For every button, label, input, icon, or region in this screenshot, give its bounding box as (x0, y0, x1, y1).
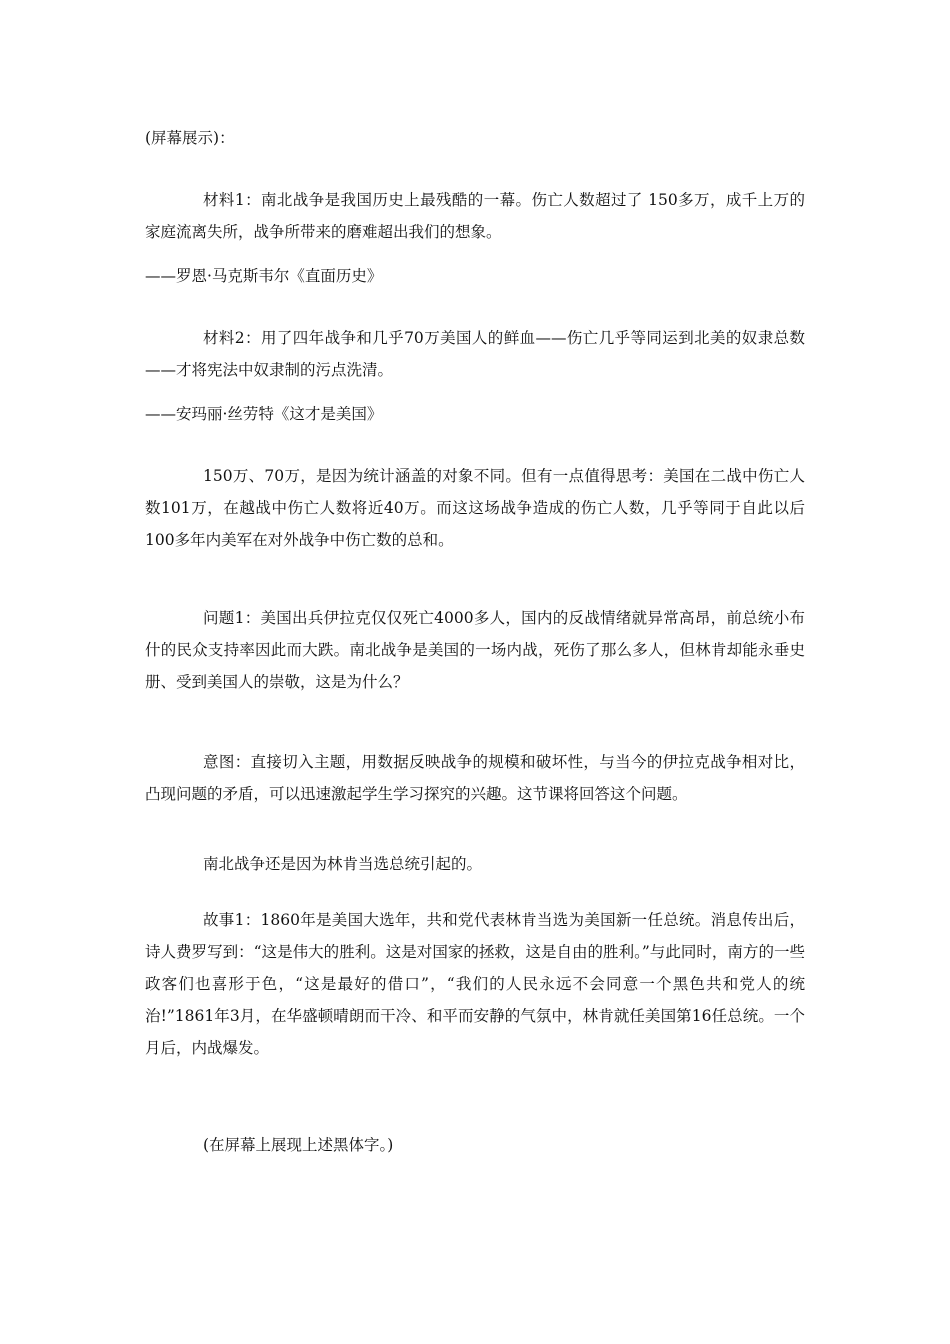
question-1-paragraph: 问题1：美国出兵伊拉克仅仅死亡4000多人，国内的反战情绪就异常高昂，前总统小布什的民众支持率因此而大跌。南北战争是美国的一场内战，死伤了那么多人，但林肯却能永垂史册、受到美国人的崇敬，这是为什么？ (145, 609, 805, 691)
screen-note: (屏幕展示)： (145, 129, 235, 147)
material-2-source: ——安玛丽·丝劳特《这才是美国》 (145, 405, 383, 423)
commentary-paragraph: 150万、70万，是因为统计涵盖的对象不同。但有一点值得思考：美国在二战中伤亡人数101万，在越战中伤亡人数将近40万。而这这场战争造成的伤亡人数，几乎等同于自此以后100多年内美军在对外战争中伤亡数的总和。 (145, 467, 805, 549)
intent-paragraph: 意图：直接切入主题，用数据反映战争的规模和破坏性，与当今的伊拉克战争相对比，凸现问题的矛盾，可以迅速激起学生学习探究的兴趣。这节课将回答这个问题。 (145, 753, 805, 803)
material-2-text: 材料2：用了四年战争和几乎70万美国人的鲜血——伤亡几乎等同运到北美的奴隶总数——才将宪法中奴隶制的污点洗清。 (145, 329, 805, 379)
material-1-source: ——罗恩·马克斯韦尔《直面历史》 (145, 267, 383, 285)
closing-note: (在屏幕上展现上述黑体字。) (203, 1136, 394, 1154)
material-1-text: 材料1：南北战争是我国历史上最残酷的一幕。伤亡人数超过了 150多万，成千上万的家庭流离失所，战争所带来的磨难超出我们的想象。 (145, 191, 805, 241)
transition-paragraph: 南北战争还是因为林肯当选总统引起的。 (203, 855, 483, 873)
story-1-paragraph: 故事1：1860年是美国大选年，共和党代表林肯当选为美国新一任总统。消息传出后，诗人费罗写到：“这是伟大的胜利。这是对国家的拯救，这是自由的胜利。”与此同时，南方的一些政客们也喜形于色，“这是最好的借口”，“我们的人民永远不会同意一个黑色共和党人的统治!”1861年3月，在华盛顿晴朗而干冷、和平而安静的气氛中，林肯就任美国第16任总统。一个月后，内战爆发。 (145, 911, 805, 1057)
